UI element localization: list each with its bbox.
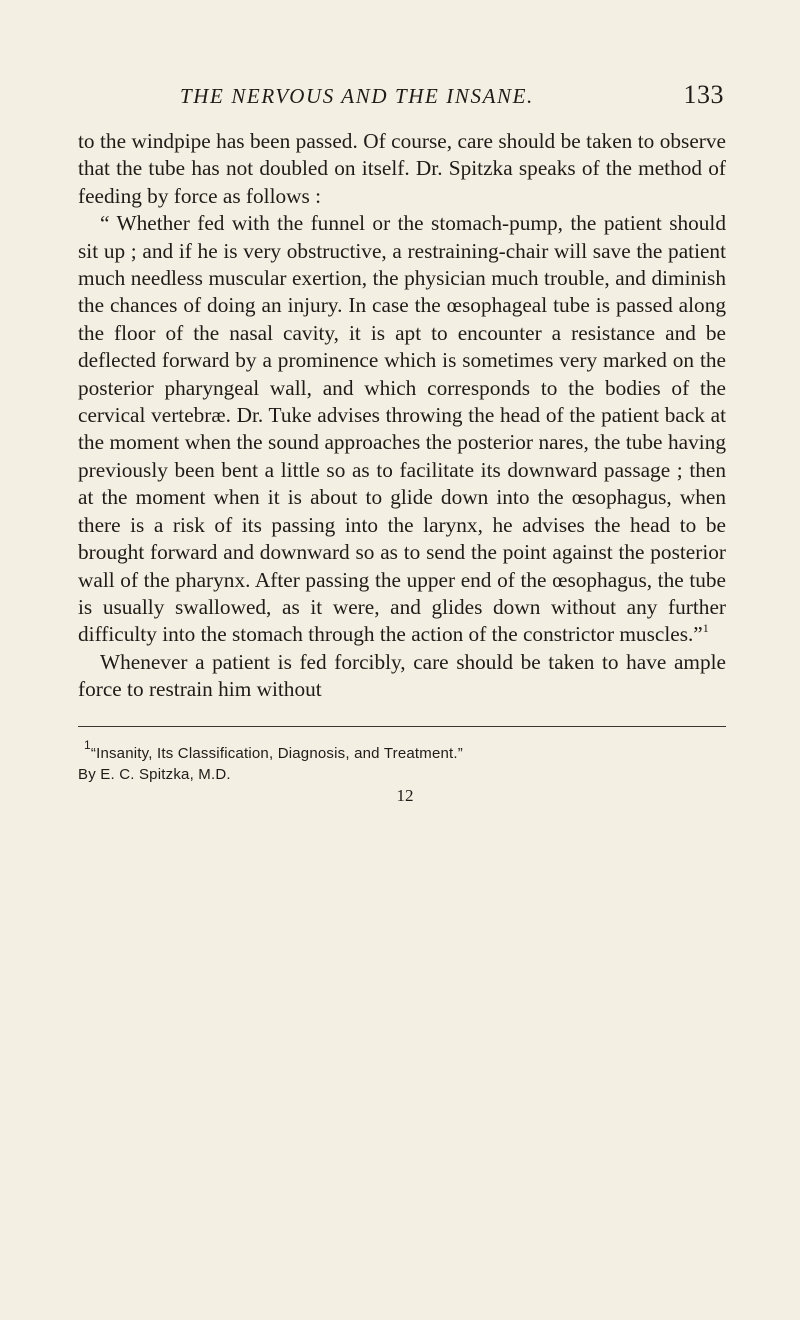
paragraph-continuation	[78, 128, 726, 210]
page-number: 133	[683, 80, 724, 109]
footnote-reference: 1	[702, 621, 709, 636]
footnote	[78, 737, 726, 785]
footnote-line-1	[78, 737, 726, 764]
paragraph-text: “ Whether fed with the funnel or the stomach-pump, the patient should sit up ; and if he is very obstructive, a restraining-chair will save the patient much needless muscular exertion, the physician much trouble, and diminish the chances of doing an injury. In case the œsophageal tube is passed along the floor of the nasal cavity, it is apt to encounter a resistance and be deflected forward by a prominence which is sometimes very marked on the posterior pharyngeal wall, and which corresponds to the bodies of the cervical vertebræ. Dr. Tuke advises throwing the head of the patient back at the moment when the sound approaches the posterior nares, the tube having previously been bent a little so as to facilitate its downward passage ; then at the moment when it is about to glide down into the œsophagus, when there is a risk of its passing into the larynx, he advises the head to be brought forward and downward so as to send the point against the posterior wall of the pharynx. After passing the upper end of the œsophagus, the tube is usually swallowed, as it were, and glides down without any further difficulty into the stomach through the action of the constrictor muscles.”	[78, 211, 726, 647]
running-head	[78, 80, 726, 120]
body-text	[78, 128, 726, 704]
paragraph-text: Whenever a patient is fed forcibly, care should be taken to have ample force to restrain him without	[78, 649, 726, 702]
paragraph-whenever	[78, 649, 726, 704]
running-title: THE NERVOUS AND THE INSANE.	[180, 84, 534, 108]
paragraph-quotation	[78, 210, 726, 649]
footnote-rule	[78, 726, 726, 727]
signature-mark: 12	[396, 785, 414, 805]
footnote-line-2: By E. C. Spitzka, M.D.	[78, 765, 231, 783]
book-page	[78, 80, 726, 806]
footnote-citation: “Insanity, Its Classification, Diagnosis, and Treatment.”	[90, 744, 463, 762]
paragraph-text: to the windpipe has been passed. Of course, care should be taken to observe that the tube has not doubled on itself. Dr. Spitzka speaks of the method of feeding by force as follows :	[78, 129, 726, 208]
footnote-marker: 1	[84, 737, 91, 752]
